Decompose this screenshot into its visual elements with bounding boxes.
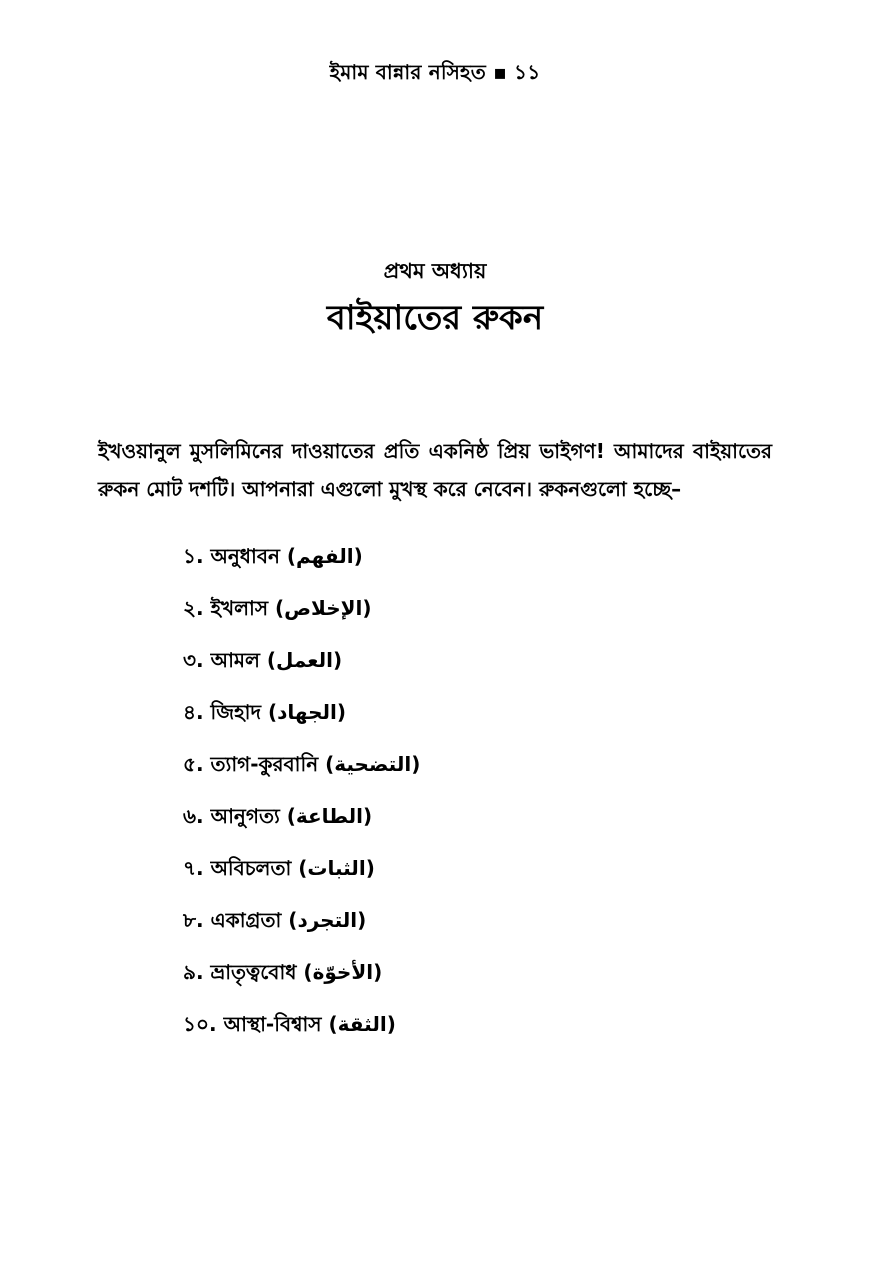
pillar-arabic: الثبات bbox=[307, 856, 366, 880]
list-item: ৫. ত্যাগ-কুরবানি (التضحية) bbox=[183, 752, 421, 776]
pillar-bengali: একাগ্রতা bbox=[210, 908, 282, 932]
pillar-arabic: الإخلاص bbox=[284, 596, 363, 620]
pillar-bengali: অনুধাবন bbox=[210, 544, 280, 568]
pillar-arabic: الثقة bbox=[337, 1012, 387, 1036]
running-header bbox=[0, 58, 870, 91]
pillar-bengali: ত্যাগ-কুরবানি bbox=[210, 752, 319, 776]
pillar-bengali: অবিচলতা bbox=[210, 856, 292, 880]
pillar-number: ৩. bbox=[183, 648, 204, 672]
intro-paragraph: ইখওয়ানুল মুসলিমিনের দাওয়াতের প্রতি একনিষ্ঠ প্রিয় ভাইগণ! আমাদের বাইয়াতের রুকন মোট দশটি। আপনারা এগুলো মুখস্থ করে নেবেন। রুকনগুলো হচ্ছে– bbox=[98, 439, 772, 501]
pillar-bengali: আস্থা-বিশ্বাস bbox=[223, 1012, 322, 1036]
pillar-number: ৬. bbox=[183, 804, 204, 828]
pillar-number: ৭. bbox=[183, 856, 204, 880]
pillar-arabic: الأخوّة bbox=[312, 960, 374, 984]
pillar-bengali: ভ্রাতৃত্ববোধ bbox=[210, 960, 297, 984]
pillar-arabic: التجرد bbox=[297, 908, 358, 932]
pillar-bengali: আনুগত্য bbox=[210, 804, 280, 828]
list-item: ৮. একাগ্রতা (التجرد) bbox=[183, 908, 367, 932]
pillar-number: ১. bbox=[183, 544, 204, 568]
running-title: ইমাম বান্নার নসিহত bbox=[329, 60, 486, 84]
pillar-arabic: الفهم bbox=[296, 544, 354, 568]
pillar-arabic: الجهاد bbox=[277, 700, 337, 724]
pillar-number: ৯. bbox=[183, 960, 204, 984]
pillar-arabic: التضحية bbox=[334, 752, 412, 776]
pillar-number: ৫. bbox=[183, 752, 204, 776]
list-item: ১০. আস্থা-বিশ্বাস (الثقة) bbox=[183, 1012, 396, 1036]
chapter-label: প্রথম অধ্যায় bbox=[383, 259, 487, 283]
pillar-number: ২. bbox=[183, 596, 204, 620]
page-number: ১১ bbox=[514, 60, 541, 84]
list-item: ১. অনুধাবন (الفهم) bbox=[183, 544, 363, 568]
pillar-arabic: العمل bbox=[276, 648, 333, 672]
pillar-arabic: الطاعة bbox=[295, 804, 364, 828]
list-item: ৩. আমল (العمل) bbox=[183, 648, 343, 672]
list-item: ৭. অবিচলতা (الثبات) bbox=[183, 856, 375, 880]
list-item: ৯. ভ্রাতৃত্ববোধ (الأخوّة) bbox=[183, 960, 383, 984]
list-item: ৬. আনুগত্য (الطاعة) bbox=[183, 804, 373, 828]
pillar-number: ৪. bbox=[183, 700, 204, 724]
pillar-bengali: আমল bbox=[210, 648, 260, 672]
chapter-title: বাইয়াতের রুকন bbox=[326, 298, 544, 338]
header-separator: ▪ bbox=[493, 60, 507, 84]
pillar-number: ১০. bbox=[183, 1012, 217, 1036]
pillar-number: ৮. bbox=[183, 908, 204, 932]
list-item: ২. ইখলাস (الإخلاص) bbox=[183, 596, 372, 620]
list-item: ৪. জিহাদ (الجهاد) bbox=[183, 700, 346, 724]
pillars-list bbox=[183, 536, 420, 1056]
pillar-bengali: ইখলাস bbox=[210, 596, 269, 620]
pillar-bengali: জিহাদ bbox=[210, 700, 261, 724]
